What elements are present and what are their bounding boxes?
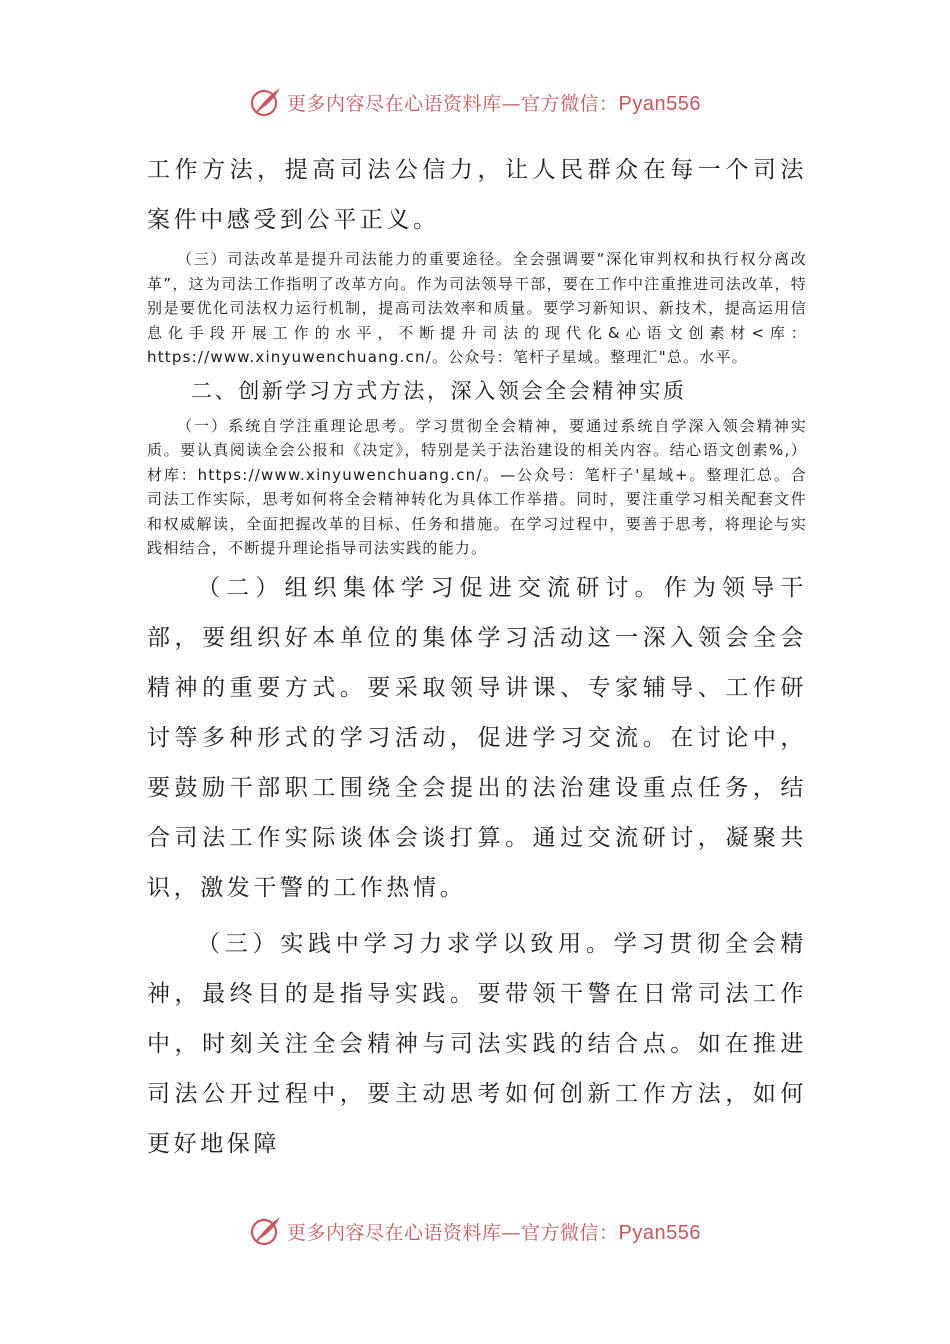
footer-watermark [0, 1211, 950, 1251]
watermark-text: 更多内容尽在心语资料库—官方微信：Pyan556 [287, 1221, 701, 1244]
document-body [147, 145, 807, 1169]
quill-logo-icon [249, 1214, 283, 1248]
paragraph-practice: （三）实践中学习力求学以致用。学习贯彻全会精神，最终目的是指导实践。要带领干警在日常司法工作中，时刻关注全会精神与司法实践的结合点。如在推进司法公开过程中，要主动思考如何创新工作方法，如何更好地保障 [147, 930, 807, 1157]
paragraph-continued: 工作方法，提高司法公信力，让人民群众在每一个司法案件中感受到公平正义。 [147, 157, 807, 233]
paragraph-group-study: （二）组织集体学习促进交流研讨。作为领导干部，要组织好本单位的集体学习活动这一深入领会全会精神的重要方式。要采取领导讲课、专家辅导、工作研讨等多种形式的学习活动，促进学习交流。在讨论中，要鼓励干部职工围绕全会提出的法治建设重点任务，结合司法工作实际谈体会谈打算。通过交流研讨，凝聚共识，激发干警的工作热情。 [147, 574, 807, 901]
paragraph-judicial-reform: （三）司法改革是提升司法能力的重要途径。全会强调要“深化审判权和执行权分离改革”，这为司法工作指明了改革方向。作为司法领导干部，要在工作中注重推进司法改革，特别是要优化司法权力运行机制，提高司法效率和质量。要学习新知识、新技术，提高运用信息化手段开展工作的水平，不断提升司法的现代化&心语文创素材<库：https://www.xinyuwenchuang.cn/。公众号：笔杆子星域。整理汇"总。水平。 [147, 250, 807, 366]
header-watermark [0, 82, 950, 122]
paragraph-self-study: （一）系统自学注重理论思考。学习贯彻全会精神，要通过系统自学深入领会精神实质。要认真阅读全会公报和《决定》，特别是关于法治建设的相关内容。结心语文创素%,）材库：https://www.xinyuwenchuang.cn/。—公众号：笔杆子'星域+。整理汇总。合司法工作实际，思考如何将全会精神转化为具体工作举措。同时，要注重学习相关配套文件和权威解读，全面把握改革的目标、任务和措施。在学习过程中，要善于思考，将理论与实践相结合，不断提升理论指导司法实践的能力。 [147, 416, 807, 557]
quill-logo-icon [249, 85, 283, 119]
section-heading-2: 二、创新学习方式方法，深入领会全会精神实质 [191, 378, 687, 403]
watermark-text: 更多内容尽在心语资料库—官方微信：Pyan556 [287, 92, 701, 115]
